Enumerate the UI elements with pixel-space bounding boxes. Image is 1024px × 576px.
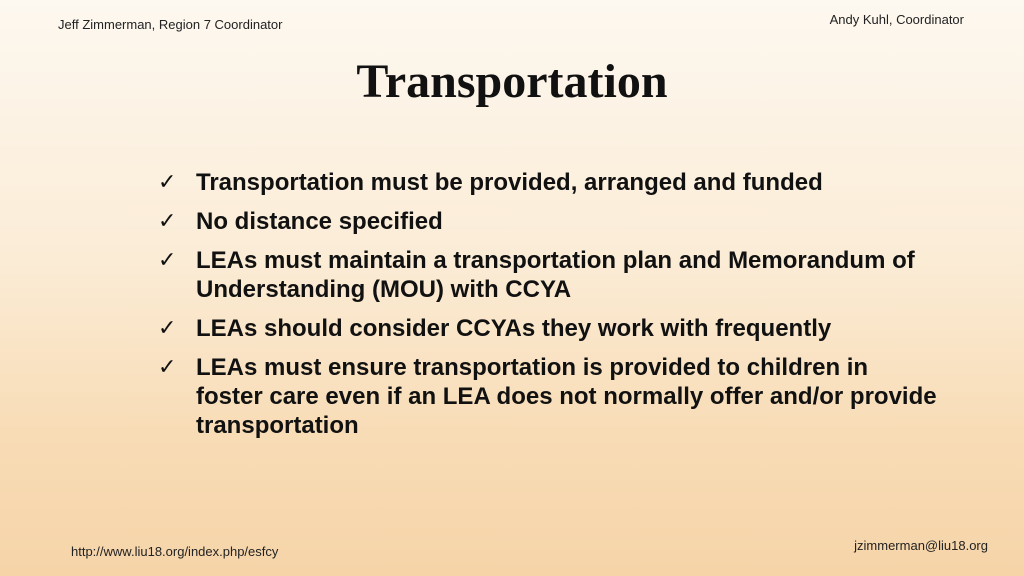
bullet-item	[158, 246, 938, 304]
website-link[interactable]: http://www.liu18.org/index.php/esfcy	[71, 544, 279, 559]
bullet-item	[158, 353, 938, 440]
slide-title: Transportation	[356, 55, 668, 108]
bullet-list	[158, 168, 938, 450]
checkmark-icon: ✓	[158, 355, 177, 380]
checkmark-icon: ✓	[158, 209, 177, 234]
bullet-item	[158, 314, 938, 343]
bullet-text: LEAs must maintain a transportation plan and Memorandum of Understanding (MOU) with CCYA	[196, 247, 915, 303]
presenter-name: Jeff Zimmerman, Region 7 Coordinator	[58, 17, 283, 32]
bullet-text: LEAs should consider CCYAs they work with frequently	[196, 315, 832, 342]
bullet-item	[158, 168, 938, 197]
coordinator-name: Andy Kuhl, Coordinator	[829, 12, 964, 27]
bullet-text: Transportation must be provided, arranged and funded	[196, 169, 823, 196]
bullet-text: No distance specified	[196, 208, 443, 235]
checkmark-icon: ✓	[158, 248, 177, 273]
bullet-item	[158, 207, 938, 236]
checkmark-icon: ✓	[158, 170, 177, 195]
bullet-text: LEAs must ensure transportation is provided to children in foster care even if an LEA does not normally offer and/or provide transportation	[196, 354, 937, 439]
checkmark-icon: ✓	[158, 316, 177, 341]
email-link[interactable]: jzimmerman@liu18.org	[854, 538, 988, 553]
